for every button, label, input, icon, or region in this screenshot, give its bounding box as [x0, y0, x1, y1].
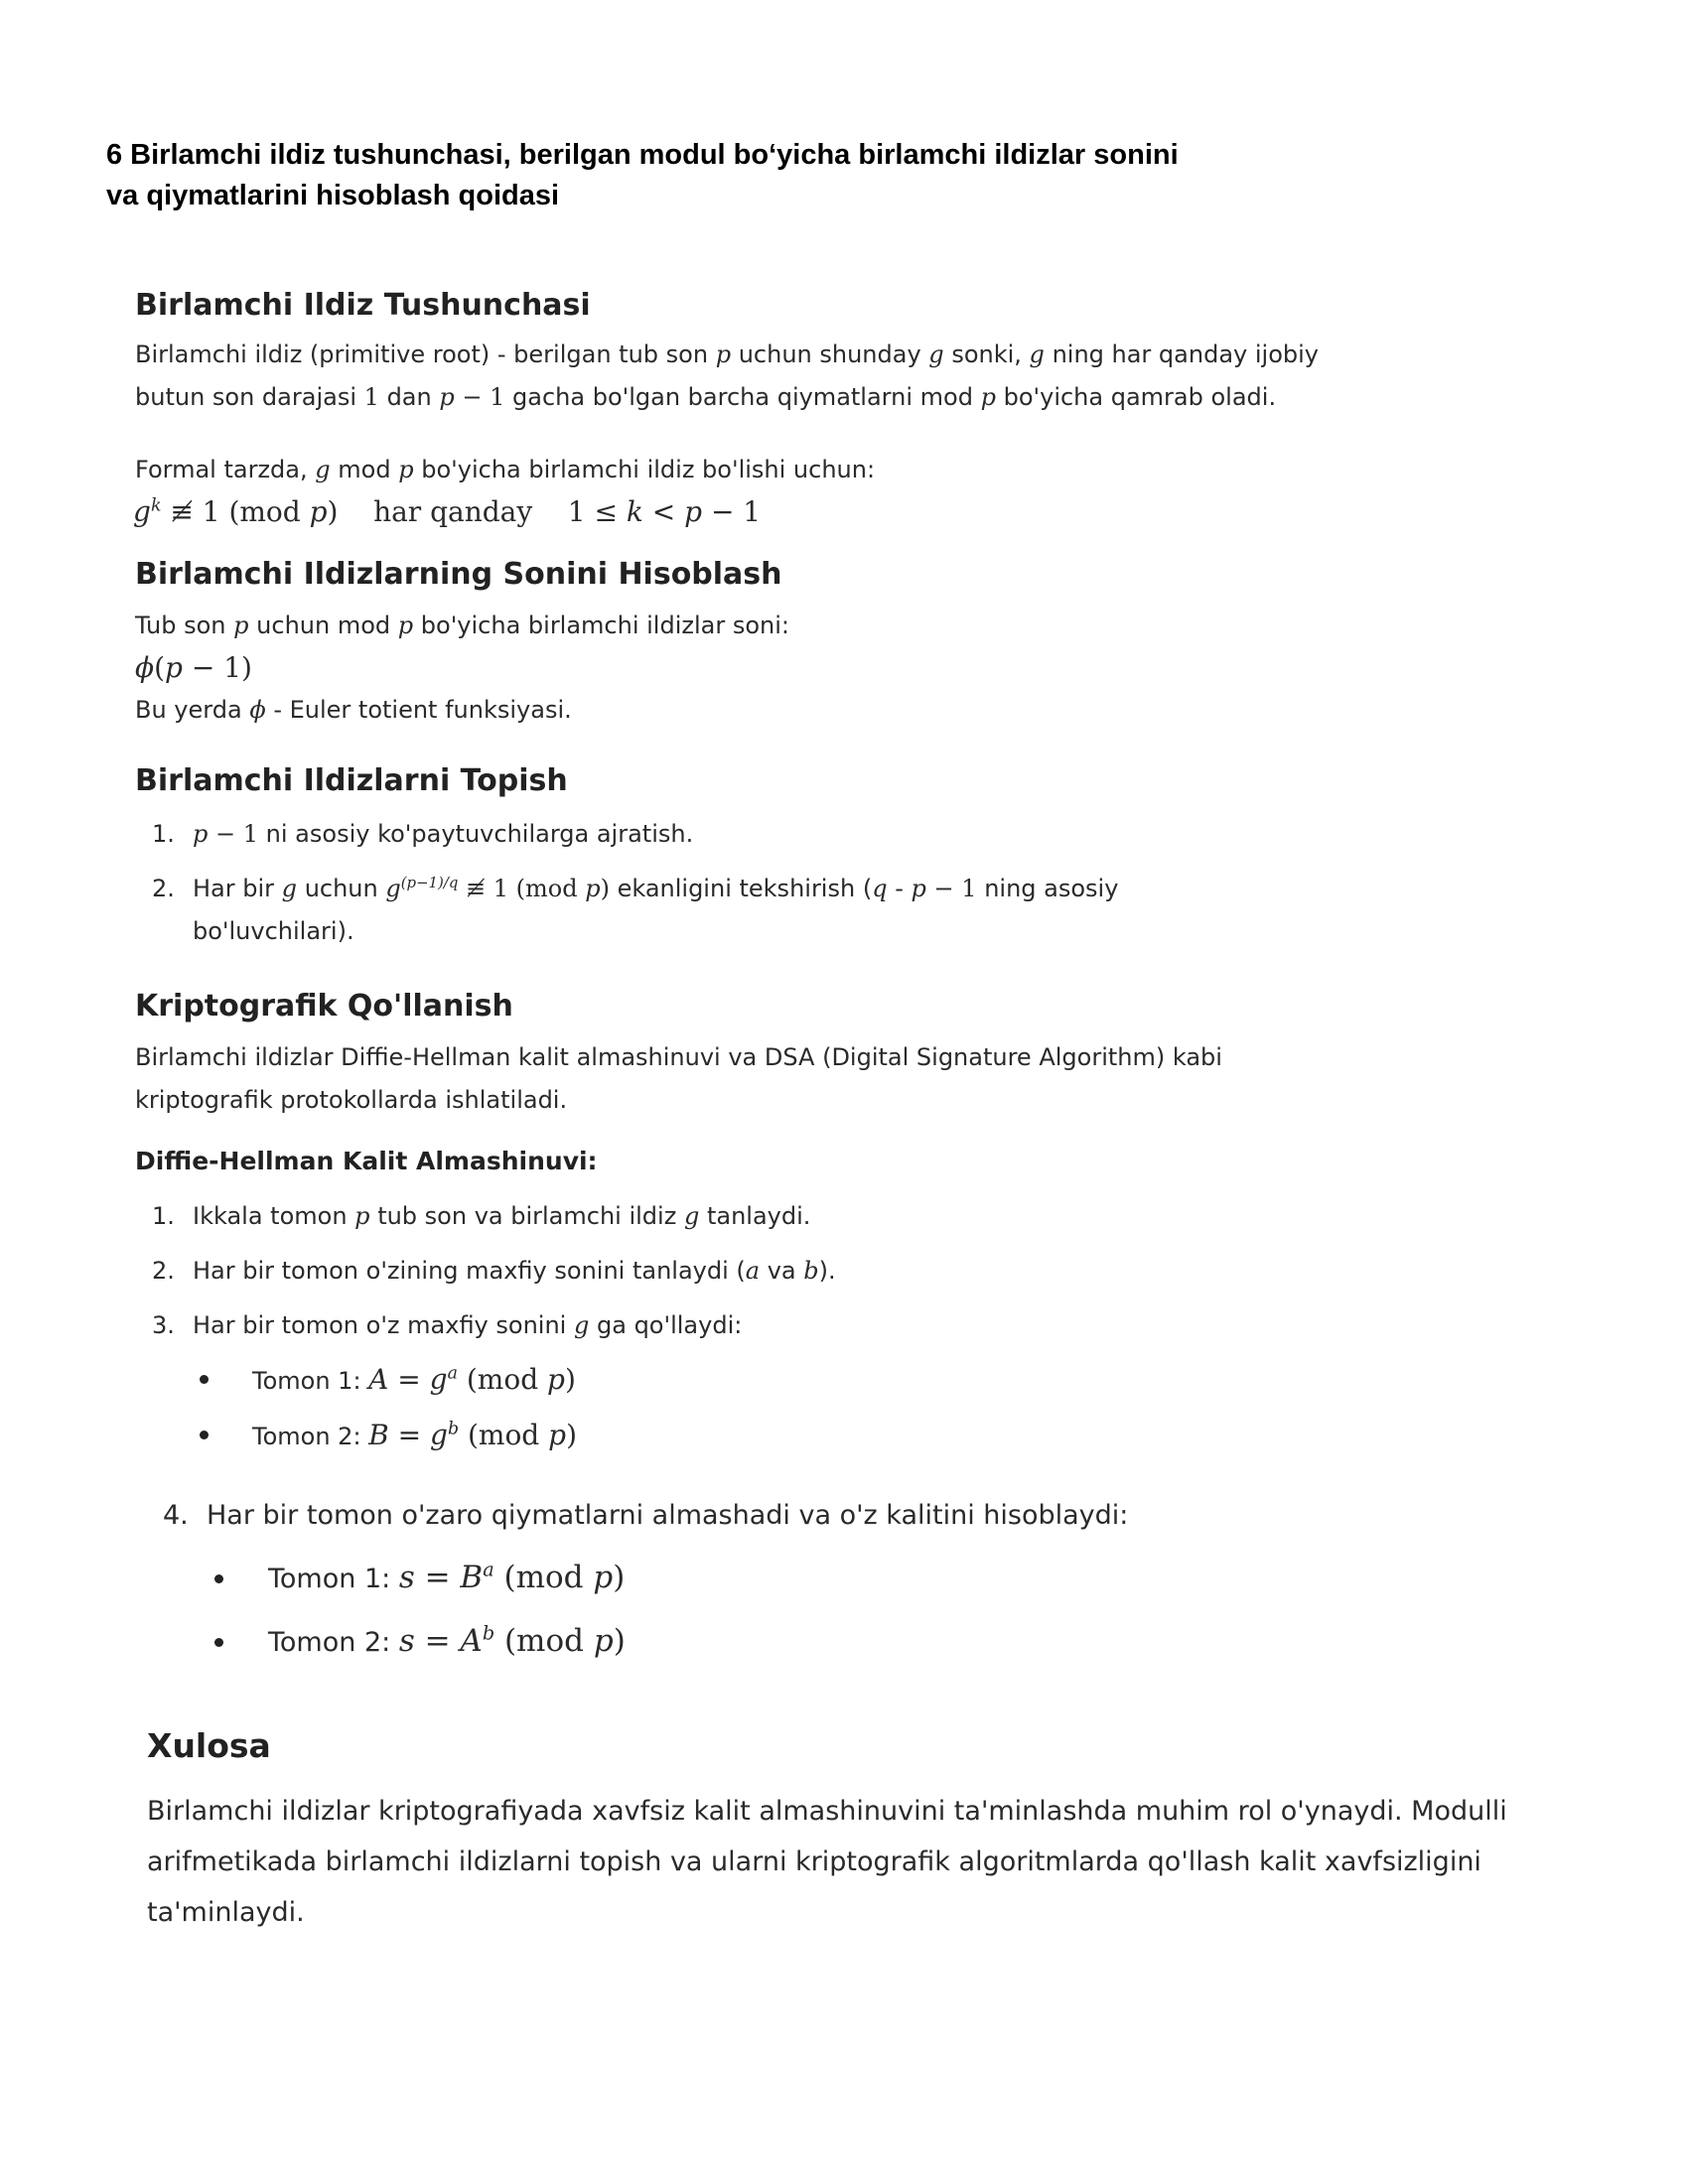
heading-sonini-hisoblash: Birlamchi Ildizlarning Sonini Hisoblash	[135, 557, 782, 592]
heading-xulosa: Xulosa	[147, 1726, 271, 1765]
list-item: 4. Har bir tomon o'zaro qiymatlarni almashadi va o'z kalitini hisoblaydi:	[163, 1500, 1129, 1531]
list-item: Tomon 2: $B = g^b$ (mod p)	[135, 1409, 1545, 1464]
conclusion-line-2: arifmetikada birlamchi ildizlarni topish va ularni kriptografik algoritmlarda qo'llash kalit xavfsizligini	[147, 1846, 1481, 1877]
title-line-1: 6 Birlamchi ildiz tushunchasi, berilgan modul bo‘yicha birlamchi ildizlar sonini	[106, 139, 1179, 171]
bullet-icon	[200, 1375, 209, 1384]
heading-kriptografik: Kriptografik Qo'llanish	[135, 989, 513, 1024]
paragraph-formal: Formal tarzda, g mod p bo'yicha birlamchi ildiz bo'lishi uchun:	[135, 456, 876, 483]
paragraph-count: Tub son p uchun mod p bo'yicha birlamchi ildizlar soni:	[135, 612, 789, 639]
list-item: 3. Har bir tomon o'z maxfiy sonini g ga qo'llaydi:	[152, 1311, 743, 1339]
conclusion-line-3: ta'minlaydi.	[147, 1897, 305, 1928]
formula-phi: ϕ(p − 1)	[135, 651, 252, 684]
finding-steps-list	[135, 813, 1545, 953]
paragraph-crypto-line-2: kriptografik protokollarda ishlatiladi.	[135, 1086, 568, 1114]
list-item: 1. Ikkala tomon p tub son va birlamchi ildiz g tanlaydi.	[152, 1202, 811, 1230]
heading-birlamchi-ildiz-tushunchasi: Birlamchi Ildiz Tushunchasi	[135, 288, 591, 323]
dh-public-values-list	[135, 1353, 1545, 1464]
bullet-icon	[200, 1431, 209, 1439]
list-item: 1. p − 1 ni asosiy ko'paytuvchilarga ajratish.	[152, 820, 694, 848]
paragraph-euler: Bu yerda ϕ - Euler totient funksiyasi.	[135, 696, 572, 724]
list-item: 2. Har bir g uchun $g^{(p-1)/q}$ ≢ 1 (mod p) ekanligini tekshirish (q - p − 1 ning asosiy bo'luvchilari).	[152, 874, 1119, 945]
dh-shared-key-list	[135, 1548, 1545, 1675]
title-line-2: va qiymatlarini hisoblash qoidasi	[106, 180, 560, 211]
paragraph-definition-line-1: Birlamchi ildiz (primitive root) - berilgan tub son p uchun shunday g sonki, g ning har qanday ijobiy	[135, 341, 1319, 368]
heading-topish: Birlamchi Ildizlarni Topish	[135, 763, 568, 798]
list-item: Tomon 2: $s = A^b$ (mod p)	[135, 1611, 1545, 1675]
document-title	[106, 135, 1496, 216]
paragraph-definition-line-2: butun son darajasi 1 dan p − 1 gacha bo'lgan barcha qiymatlarni mod p bo'yicha qamrab oladi.	[135, 383, 1277, 411]
bullet-icon	[214, 1574, 223, 1583]
bullet-icon	[214, 1638, 223, 1647]
paragraph-crypto-line-1: Birlamchi ildizlar Diffie-Hellman kalit almashinuvi va DSA (Digital Signature Algorithm) kabi	[135, 1043, 1222, 1071]
subheading-diffie-hellman: Diffie-Hellman Kalit Almashinuvi:	[135, 1147, 598, 1175]
dh-steps-list	[135, 1195, 1545, 1347]
section-scaled	[135, 1492, 1545, 1938]
conclusion-paragraph	[147, 1786, 1545, 1938]
dh-steps-list-continued	[135, 1492, 1545, 1540]
list-item: Tomon 1: $A = g^a$ (mod p)	[135, 1353, 1545, 1409]
list-item: 2. Har bir tomon o'zining maxfiy sonini tanlaydi (a va b).	[152, 1257, 836, 1285]
conclusion-line-1: Birlamchi ildizlar kriptografiyada xavfsiz kalit almashinuvini ta'minlashda muhim rol o'ynaydi. Modulli	[147, 1796, 1507, 1827]
formula-primitive-root-condition: $g^k$ ≢ 1 (mod p) har qanday 1 ≤ k < p − 1	[133, 495, 762, 528]
article-content	[135, 280, 1545, 1938]
list-item: Tomon 1: $s = B^a$ (mod p)	[135, 1548, 1545, 1611]
